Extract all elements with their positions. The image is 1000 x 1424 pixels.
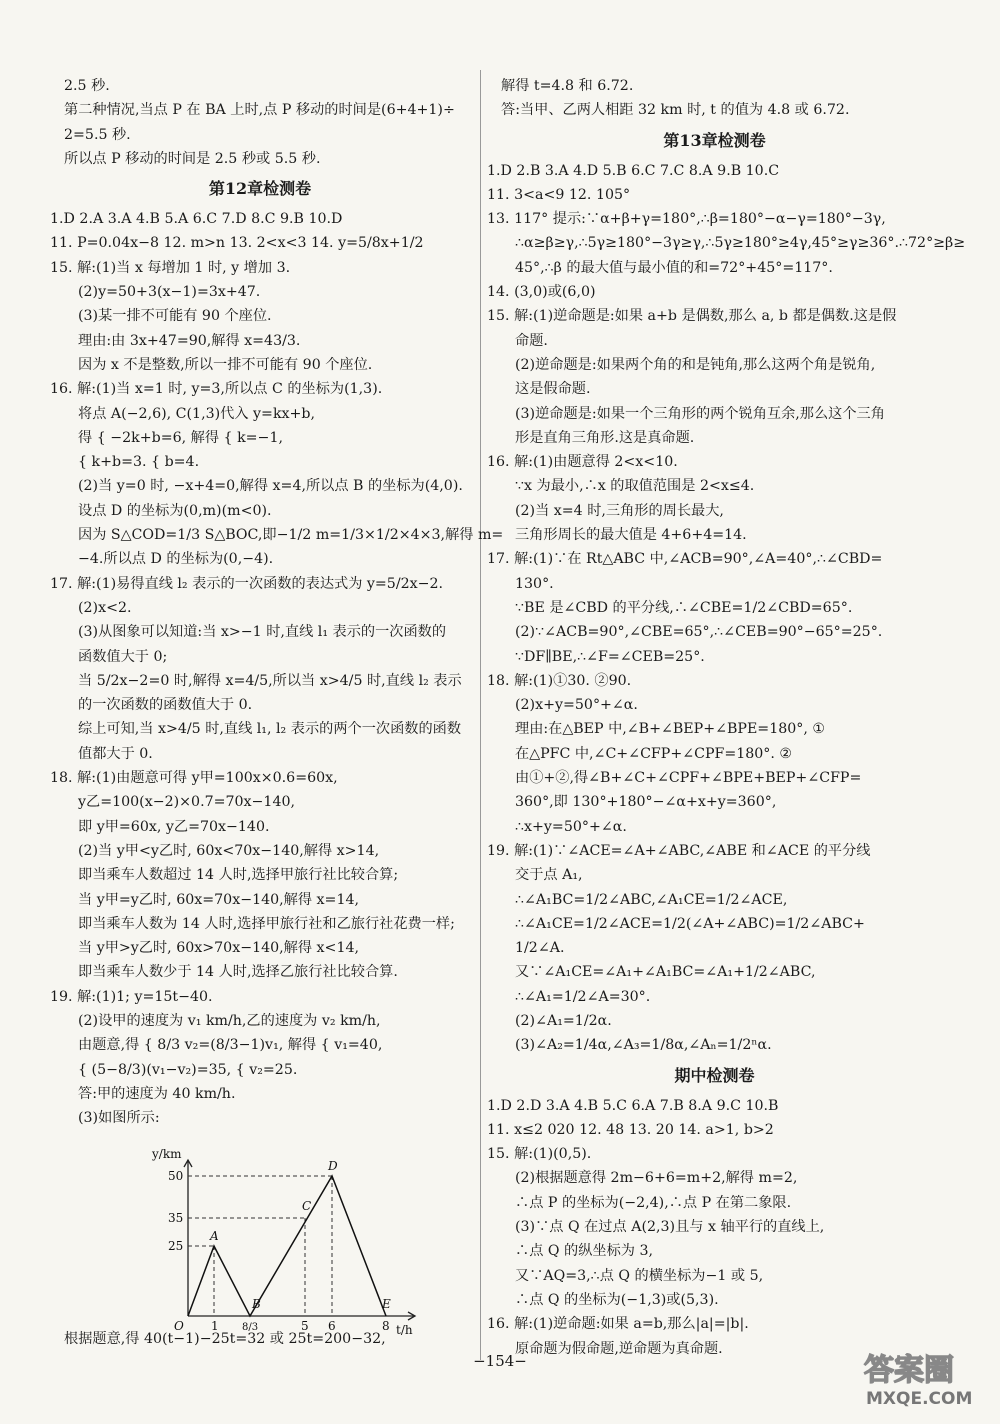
right-column (487, 74, 966, 1361)
left-text-line: 综上可知,当 x>4/5 时,直线 l₁, l₂ 表示的两个一次函数的函数 (78, 721, 462, 738)
left-text-line: 1.D 2.A 3.A 4.B 5.A 6.C 7.D 8.C 9.B 10.D (50, 211, 343, 228)
right-text-line: 19. 解:(1)∵∠ACE=∠A+∠ABC,∠ABE 和∠ACE 的平分线 (487, 842, 871, 859)
left-text-line: 当 y甲=y乙时, 60x=70x−140,解得 x=14, (78, 891, 360, 908)
right-text-line: ∴点 Q 的坐标为(−1,3)或(5,3). (515, 1291, 719, 1308)
y-tick-25: 25 (168, 1239, 184, 1253)
left-text-line: −4.所以点 D 的坐标为(0,−4). (78, 551, 274, 568)
page-number: −154− (473, 1352, 527, 1370)
right-text-line: ∴∠A₁=1/2∠A=30°. (515, 988, 651, 1005)
right-text-line: 130°. (515, 575, 554, 592)
right-text-line: 11. 3<a<9 12. 105° (487, 186, 631, 203)
right-text-line: 11. x≤2 020 12. 48 13. 20 14. a>1, b>2 (487, 1121, 774, 1138)
left-text-line: 由题意,得 { 8/3 v₂=(8/3−1)v₁, 解得 { v₁=40, (78, 1037, 383, 1054)
left-text-line: 即 y甲=60x, y乙=70x−140. (78, 818, 270, 835)
left-text-line: (2)设甲的速度为 v₁ km/h,乙的速度为 v₂ km/h, (78, 1012, 381, 1029)
x-tick-8-3: 8/3 (242, 1322, 259, 1333)
guide-lines (188, 1176, 332, 1316)
y-tick-35: 35 (168, 1211, 184, 1225)
left-text-line: 19. 解:(1)1; y=15t−40. (50, 988, 213, 1005)
left-text-line: 17. 解:(1)易得直线 l₂ 表示的一次函数的表达式为 y=5/2x−2. (50, 575, 444, 592)
right-text-line: (2)x+y=50°+∠α. (515, 697, 638, 714)
right-text-line: ∴∠A₁BC=1/2∠ABC,∠A₁CE=1/2∠ACE, (515, 891, 788, 908)
right-text-line: (2)逆命题是:如果两个角的和是钝角,那么这两个角是锐角, (515, 356, 876, 373)
right-text-line: 13. 117° 提示:∵α+β+γ=180°,∴β=180°−α−γ=180°−3γ, (487, 211, 886, 228)
right-text-line: ∵x 为最小,∴x 的取值范围是 2<x≤4. (515, 478, 755, 495)
right-text-line: 三角形周长的最大值是 4+6+4=14. (515, 527, 747, 544)
right-text-line: (2)根据题意得 2m−6+6=m+2,解得 m=2, (515, 1170, 798, 1187)
point-b-label: B (252, 1297, 261, 1311)
right-text-line: 命题. (515, 332, 548, 349)
left-text-line: 因为 S△COD=1/3 S△BOC,即−1/2 m=1/3×1/2×4×3,解得 m= (78, 527, 504, 544)
left-text-line: 15. 解:(1)当 x 每增加 1 时, y 增加 3. (50, 259, 291, 276)
point-e-label: E (382, 1297, 391, 1311)
right-text-line: 理由:在△BEP 中,∠B+∠BEP+∠BPE=180°, ① (515, 721, 826, 738)
right-text-line: 16. 解:(1)由题意得 2<x<10. (487, 454, 678, 471)
right-text-line: 又∵∠A₁CE=∠A₁+∠A₁BC=∠A₁+1/2∠ABC, (515, 964, 816, 981)
left-text-line: 理由:由 3x+47=90,解得 x=43/3. (78, 332, 301, 349)
left-text-line: 第二种情况,当点 P 在 BA 上时,点 P 移动的时间是(6+4+1)÷ (64, 102, 455, 119)
left-text-line: (3)某一排不可能有 90 个座位. (78, 308, 272, 325)
left-text-line: 的一次函数的函数值大于 0. (78, 697, 253, 714)
right-text-line: 在△PFC 中,∠C+∠CFP+∠CPF=180°. ② (515, 745, 793, 762)
x-tick-1: 1 (211, 1319, 219, 1333)
right-text-line: 原命题为假命题,逆命题为真命题. (515, 1340, 723, 1357)
right-text-line: ∴点 Q 的纵坐标为 3, (515, 1243, 654, 1260)
y-tick-50: 50 (168, 1169, 184, 1183)
left-text-line: 即当乘车人数超过 14 人时,选择甲旅行社比较合算; (78, 867, 399, 884)
right-text-line: 15. 解:(1)逆命题是:如果 a+b 是偶数,那么 a, b 都是偶数.这是假 (487, 308, 897, 325)
left-column (50, 74, 504, 1130)
right-text-line: 14. (3,0)或(6,0) (487, 284, 596, 301)
point-d-label: D (328, 1159, 338, 1173)
left-text-line: 将点 A(−2,6), C(1,3)代入 y=kx+b, (78, 405, 316, 422)
left-text-line: 18. 解:(1)由题意可得 y甲=100x×0.6=60x, (50, 770, 338, 787)
left-text-line: y乙=100(x−2)×0.7=70x−140, (78, 794, 296, 811)
left-text-line: 函数值大于 0; (78, 648, 168, 665)
right-text-line: 1.D 2.D 3.A 4.B 5.C 6.A 7.B 8.A 9.C 10.B (487, 1097, 779, 1114)
left-section-heading: 第12章检测卷 (208, 179, 312, 199)
point-a-label: A (210, 1229, 219, 1243)
right-text-line: 又∵AQ=3,∴点 Q 的横坐标为−1 或 5, (515, 1267, 764, 1284)
left-text-line: 值都大于 0. (78, 745, 153, 762)
origin-label: O (174, 1319, 184, 1333)
right-text-line: 形是直角三角形.这是真命题. (515, 429, 695, 446)
right-text-line: 15. 解:(1)(0,5). (487, 1146, 592, 1163)
right-text-line: 1/2∠A. (515, 940, 565, 957)
left-text-line: 得 { −2k+b=6, 解得 { k=−1, (78, 429, 283, 446)
right-section-heading: 期中检测卷 (674, 1065, 755, 1085)
left-text-line: 所以点 P 移动的时间是 2.5 秒或 5.5 秒. (64, 150, 321, 167)
x-tick-5: 5 (301, 1319, 309, 1333)
left-text-line: 即当乘车人数少于 14 人时,选择乙旅行社比较合算. (78, 964, 398, 981)
left-text-line: 2.5 秒. (64, 78, 110, 94)
right-text-line: 360°,即 130°+180°−∠α+x+y=360°, (515, 794, 777, 811)
left-text-line: (2)当 y甲<y乙时, 60x<70x−140,解得 x>14, (78, 842, 380, 859)
left-text-line: (3)从图象可以知道:当 x>−1 时,直线 l₁ 表示的一次函数的 (78, 624, 447, 641)
distance-polyline (188, 1176, 386, 1316)
x-axis-label: t/h (396, 1323, 413, 1337)
left-text-line: 当 y甲>y乙时, 60x>70x−140,解得 x<14, (78, 940, 360, 957)
distance-time-graph (150, 1148, 430, 1343)
left-text-line: 因为 x 不是整数,所以一排不可能有 90 个座位. (78, 356, 373, 373)
right-text-line: (3)∵点 Q 在过点 A(2,3)且与 x 轴平行的直线上, (515, 1219, 825, 1236)
right-text-line: 16. 解:(1)逆命题:如果 a=b,那么|a|=|b|. (487, 1316, 749, 1333)
right-text-line: 这是假命题. (515, 381, 591, 398)
left-text-line: { k+b=3. { b=4. (78, 454, 200, 471)
left-text-line: 当 5/2x−2=0 时,解得 x=4/5,所以当 x>4/5 时,直线 l₂ 表示 (78, 672, 462, 689)
x-tick-8: 8 (382, 1319, 390, 1333)
watermark-logo (856, 1342, 986, 1412)
right-text-line: ∴点 P 的坐标为(−2,4),∴点 P 在第二象限. (515, 1194, 792, 1211)
x-tick-6: 6 (328, 1319, 336, 1333)
left-text-line: 答:甲的速度为 40 km/h. (78, 1085, 236, 1102)
right-text-line: ∴∠A₁CE=1/2∠ACE=1/2(∠A+∠ABC)=1/2∠ABC+ (515, 915, 865, 932)
right-text-line: 答:当甲、乙两人相距 32 km 时, t 的值为 4.8 或 6.72. (501, 102, 850, 119)
left-text-line: 11. P=0.04x−8 12. m>n 13. 2<x<3 14. y=5/8x+1/2 (50, 235, 424, 252)
left-text-line: (3)如图所示: (78, 1110, 160, 1127)
right-text-line: ∵DF∥BE,∴∠F=∠CEB=25°. (515, 648, 705, 665)
point-c-label: C (302, 1199, 312, 1213)
watermark-bottom: MXQE.COM (866, 1389, 973, 1409)
y-axis-label: y/km (152, 1148, 182, 1161)
left-text-line: 即当乘车人数为 14 人时,选择甲旅行社和乙旅行社花费一样; (78, 915, 455, 932)
left-text-line: 设点 D 的坐标为(0,m)(m<0). (78, 502, 272, 519)
right-text-line: ∵BE 是∠CBD 的平分线,∴∠CBE=1/2∠CBD=65°. (515, 599, 853, 616)
left-text-line: (2)x<2. (78, 599, 132, 616)
right-section-heading: 第13章检测卷 (663, 130, 766, 150)
left-text-line: 2=5.5 秒. (64, 126, 131, 143)
right-text-line: 17. 解:(1)∵在 Rt△ABC 中,∠ACB=90°,∠A=40°,∴∠CBD= (487, 551, 883, 568)
right-text-line: 由①+②,得∠B+∠C+∠CPF+∠BPE+BEP+∠CFP= (515, 770, 862, 787)
left-text-line: 16. 解:(1)当 x=1 时, y=3,所以点 C 的坐标为(1,3). (50, 381, 383, 398)
watermark-top: 答案圈 (864, 1353, 954, 1388)
right-text-line: (3)逆命题是:如果一个三角形的两个锐角互余,那么这个三角 (515, 405, 885, 422)
right-text-line: 交于点 A₁, (515, 867, 583, 884)
right-text-line: ∴x+y=50°+∠α. (515, 818, 627, 835)
left-text-line: (2)当 y=0 时, −x+4=0,解得 x=4,所以点 B 的坐标为(4,0). (78, 478, 463, 495)
right-text-line: 45°,∴β 的最大值与最小值的和=72°+45°=117°. (515, 259, 833, 276)
right-text-line: (2)∠A₁=1/2α. (515, 1012, 612, 1029)
right-text-line: (2)∵∠ACB=90°,∠CBE=65°,∴∠CEB=90°−65°=25°. (515, 624, 883, 641)
right-text-line: 1.D 2.B 3.A 4.D 5.B 6.C 7.C 8.A 9.B 10.C (487, 162, 780, 179)
right-text-line: ∴α≥β≥γ,∴5γ≥180°−3γ≥γ,∴5γ≥180°≥4γ,45°≥γ≥36°.∴72°≥β≥ (515, 235, 966, 252)
right-text-line: (2)当 x=4 时,三角形的周长最大, (515, 502, 724, 519)
right-text-line: 18. 解:(1)①30. ②90. (487, 672, 632, 689)
left-text-line: { (5−8/3)(v₁−v₂)=35, { v₂=25. (78, 1061, 298, 1078)
left-bottom-line: 根据题意,得 40(t−1)−25t=32 或 25t=200−32, (64, 1331, 386, 1347)
right-text-line: 解得 t=4.8 和 6.72. (501, 78, 634, 94)
column-divider (480, 70, 481, 1360)
right-text-line: (3)∠A₂=1/4α,∠A₃=1/8α,∠Aₙ=1/2ⁿα. (515, 1037, 772, 1054)
left-text-line: (2)y=50+3(x−1)=3x+47. (78, 284, 261, 301)
